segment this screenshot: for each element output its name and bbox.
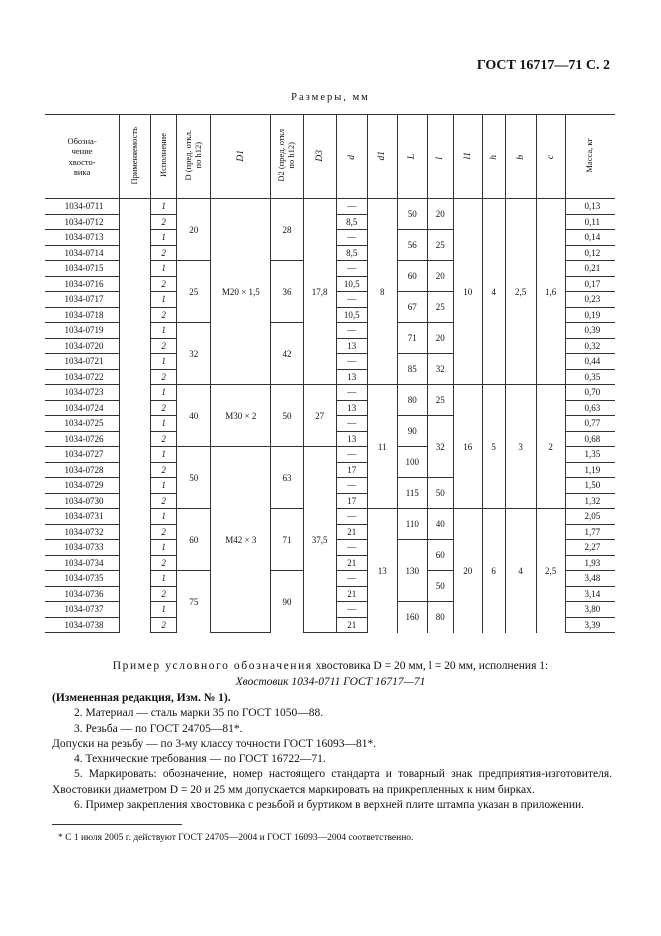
footnote-divider bbox=[52, 824, 182, 825]
cell-designation: 1034-0721 bbox=[45, 354, 120, 370]
cell-L: 115 bbox=[397, 478, 427, 509]
cell-L: 85 bbox=[397, 354, 427, 385]
col-l bbox=[427, 115, 453, 199]
cell-d: — bbox=[336, 292, 367, 308]
cell-mass: 2,27 bbox=[565, 540, 615, 556]
cell-variant: 1 bbox=[151, 571, 177, 587]
cell-d1: 11 bbox=[367, 385, 397, 509]
cell-variant: 2 bbox=[151, 462, 177, 478]
cell-l: 40 bbox=[427, 509, 453, 540]
cell-variant: 2 bbox=[151, 276, 177, 292]
cell-variant: 1 bbox=[151, 354, 177, 370]
cell-l1: 20 bbox=[453, 509, 482, 633]
cell-mass: 0,17 bbox=[565, 276, 615, 292]
cell-d: — bbox=[336, 571, 367, 587]
cell-variant: 2 bbox=[151, 338, 177, 354]
standard-page-header: ГОСТ 16717—71 С. 2 bbox=[476, 58, 610, 73]
cell-d: 10,5 bbox=[336, 276, 367, 292]
col-D3 bbox=[303, 115, 336, 199]
cell-mass: 3,80 bbox=[565, 602, 615, 618]
col-l1-label: l1 bbox=[462, 152, 473, 160]
cell-d: 13 bbox=[336, 369, 367, 385]
col-D1-label: D1 bbox=[235, 149, 246, 162]
cell-d: — bbox=[336, 478, 367, 494]
cell-c: 2,5 bbox=[536, 509, 565, 633]
cell-h: 4 bbox=[482, 199, 505, 385]
cell-d: — bbox=[336, 323, 367, 339]
cell-L: 160 bbox=[397, 602, 427, 633]
cell-designation: 1034-0725 bbox=[45, 416, 120, 432]
cell-variant: 2 bbox=[151, 214, 177, 230]
cell-variant: 1 bbox=[151, 323, 177, 339]
cell-designation: 1034-0715 bbox=[45, 261, 120, 277]
cell-designation: 1034-0732 bbox=[45, 524, 120, 540]
cell-variant: 2 bbox=[151, 493, 177, 509]
col-mass-label: Масса, кг bbox=[584, 138, 595, 173]
cell-D2: 36 bbox=[271, 261, 303, 323]
col-d-label: d bbox=[346, 154, 357, 160]
cell-variant: 1 bbox=[151, 199, 177, 215]
cell-d: — bbox=[336, 199, 367, 215]
col-d1-label: d1 bbox=[377, 150, 388, 161]
col-d1 bbox=[367, 115, 397, 199]
col-D1 bbox=[211, 115, 271, 199]
col-b-label: b bbox=[515, 154, 526, 160]
cell-applicability bbox=[120, 199, 151, 633]
col-applicability-label: Применяемость bbox=[129, 126, 140, 185]
col-L bbox=[397, 115, 427, 199]
cell-l: 32 bbox=[427, 416, 453, 478]
cell-D1: М30 × 2 bbox=[211, 385, 271, 447]
note-marking: 5. Маркировать: обозначение, номер настоящего стандарта и товарный знак предприятия-изготовителя. Хвостовики диаметром D = 20 и 25 мм допускается маркировать на прикрепленных к ним бирках. bbox=[52, 768, 612, 796]
col-h bbox=[482, 115, 505, 199]
cell-mass: 0,68 bbox=[565, 431, 615, 447]
cell-mass: 3,39 bbox=[565, 617, 615, 633]
cell-d: 8,5 bbox=[336, 245, 367, 261]
cell-designation: 1034-0724 bbox=[45, 400, 120, 416]
cell-variant: 2 bbox=[151, 431, 177, 447]
cell-d: — bbox=[336, 540, 367, 556]
cell-mass: 0,32 bbox=[565, 338, 615, 354]
cell-D2: 71 bbox=[271, 509, 303, 571]
cell-designation: 1034-0713 bbox=[45, 230, 120, 246]
col-d bbox=[336, 115, 367, 199]
cell-d: — bbox=[336, 416, 367, 432]
cell-d: 13 bbox=[336, 400, 367, 416]
cell-d: — bbox=[336, 230, 367, 246]
cell-L: 50 bbox=[397, 199, 427, 230]
cell-designation: 1034-0719 bbox=[45, 323, 120, 339]
cell-l: 20 bbox=[427, 199, 453, 230]
col-L-label: L bbox=[407, 154, 418, 160]
notes bbox=[52, 691, 612, 813]
cell-mass: 0,13 bbox=[565, 199, 615, 215]
cell-variant: 1 bbox=[151, 478, 177, 494]
cell-L: 100 bbox=[397, 447, 427, 478]
cell-d: 13 bbox=[336, 338, 367, 354]
cell-b: 2,5 bbox=[505, 199, 536, 385]
cell-D2: 42 bbox=[271, 323, 303, 385]
cell-d: 21 bbox=[336, 617, 367, 633]
cell-D: 50 bbox=[177, 447, 211, 509]
cell-L: 80 bbox=[397, 385, 427, 416]
cell-d: 17 bbox=[336, 493, 367, 509]
note-material: 2. Материал — сталь марки 35 по ГОСТ 1050—88. bbox=[74, 707, 324, 720]
cell-variant: 1 bbox=[151, 509, 177, 525]
cell-variant: 1 bbox=[151, 602, 177, 618]
cell-mass: 1,77 bbox=[565, 524, 615, 540]
cell-mass: 0,77 bbox=[565, 416, 615, 432]
cell-D1: М42 × 3 bbox=[211, 447, 271, 633]
cell-mass: 1,50 bbox=[565, 478, 615, 494]
cell-D: 32 bbox=[177, 323, 211, 385]
cell-mass: 0,14 bbox=[565, 230, 615, 246]
cell-L: 71 bbox=[397, 323, 427, 354]
table-caption: Размеры, мм bbox=[291, 92, 370, 103]
cell-designation: 1034-0736 bbox=[45, 586, 120, 602]
cell-variant: 2 bbox=[151, 400, 177, 416]
col-h-label: h bbox=[488, 154, 499, 160]
cell-designation: 1034-0727 bbox=[45, 447, 120, 463]
cell-designation: 1034-0735 bbox=[45, 571, 120, 587]
cell-d: 17 bbox=[336, 462, 367, 478]
cell-l1: 10 bbox=[453, 199, 482, 385]
cell-l: 50 bbox=[427, 571, 453, 602]
cell-variant: 2 bbox=[151, 524, 177, 540]
cell-l: 25 bbox=[427, 292, 453, 323]
cell-l: 25 bbox=[427, 385, 453, 416]
example-lead: Пример условного обозначения bbox=[112, 660, 313, 672]
cell-D1: М20 × 1,5 bbox=[211, 199, 271, 385]
cell-mass: 3,48 bbox=[565, 571, 615, 587]
cell-c: 2 bbox=[536, 385, 565, 509]
cell-variant: 1 bbox=[151, 261, 177, 277]
cell-l: 20 bbox=[427, 261, 453, 292]
cell-h: 5 bbox=[482, 385, 505, 509]
cell-d: 10,5 bbox=[336, 307, 367, 323]
cell-D2: 50 bbox=[271, 385, 303, 447]
cell-h: 6 bbox=[482, 509, 505, 633]
note-requirements: 4. Технические требования — по ГОСТ 16722—71. bbox=[74, 753, 326, 766]
cell-mass: 0,12 bbox=[565, 245, 615, 261]
cell-designation: 1034-0718 bbox=[45, 307, 120, 323]
cell-designation: 1034-0733 bbox=[45, 540, 120, 556]
cell-designation: 1034-0738 bbox=[45, 617, 120, 633]
cell-designation: 1034-0737 bbox=[45, 602, 120, 618]
cell-D2: 90 bbox=[271, 571, 303, 633]
cell-d: 21 bbox=[336, 524, 367, 540]
table-header-row bbox=[45, 115, 615, 199]
cell-D3: 17,8 bbox=[303, 199, 336, 385]
cell-D: 75 bbox=[177, 571, 211, 633]
cell-l: 25 bbox=[427, 230, 453, 261]
cell-L: 67 bbox=[397, 292, 427, 323]
cell-c: 1,6 bbox=[536, 199, 565, 385]
col-variant-label: Исполнение bbox=[157, 133, 168, 178]
cell-D3: 37,5 bbox=[303, 447, 336, 633]
cell-variant: 2 bbox=[151, 555, 177, 571]
cell-d: 21 bbox=[336, 555, 367, 571]
cell-D3: 27 bbox=[303, 385, 336, 447]
cell-mass: 0,21 bbox=[565, 261, 615, 277]
col-D2-label: D2 (пред. откл по h12) bbox=[276, 129, 296, 182]
cell-D2: 63 bbox=[271, 447, 303, 509]
cell-D: 40 bbox=[177, 385, 211, 447]
cell-variant: 2 bbox=[151, 245, 177, 261]
col-D bbox=[177, 115, 211, 199]
cell-designation: 1034-0714 bbox=[45, 245, 120, 261]
cell-designation: 1034-0711 bbox=[45, 199, 120, 215]
cell-designation: 1034-0729 bbox=[45, 478, 120, 494]
footnote: * С 1 июля 2005 г. действуют ГОСТ 24705—2004 и ГОСТ 16093—2004 соответственно. bbox=[58, 833, 414, 843]
cell-d: — bbox=[336, 261, 367, 277]
cell-mass: 0,35 bbox=[565, 369, 615, 385]
cell-designation: 1034-0716 bbox=[45, 276, 120, 292]
cell-d: — bbox=[336, 509, 367, 525]
col-l-label: l bbox=[435, 156, 446, 160]
cell-mass: 0,70 bbox=[565, 385, 615, 401]
cell-designation: 1034-0726 bbox=[45, 431, 120, 447]
cell-L: 60 bbox=[397, 261, 427, 292]
cell-designation: 1034-0712 bbox=[45, 214, 120, 230]
cell-designation: 1034-0717 bbox=[45, 292, 120, 308]
cell-designation: 1034-0734 bbox=[45, 555, 120, 571]
cell-l: 32 bbox=[427, 354, 453, 385]
dimensions-table bbox=[45, 114, 615, 633]
col-D3-label: D3 bbox=[314, 149, 325, 162]
cell-l: 80 bbox=[427, 602, 453, 633]
cell-variant: 1 bbox=[151, 540, 177, 556]
cell-designation: 1034-0730 bbox=[45, 493, 120, 509]
cell-b: 4 bbox=[505, 509, 536, 633]
cell-l1: 16 bbox=[453, 385, 482, 509]
cell-variant: 2 bbox=[151, 586, 177, 602]
example-text: хвостовика D = 20 мм, l = 20 мм, исполнения 1: bbox=[315, 660, 549, 672]
col-b bbox=[505, 115, 536, 199]
cell-d: 13 bbox=[336, 431, 367, 447]
cell-mass: 1,35 bbox=[565, 447, 615, 463]
col-D-label: D (пред. откл. по h12) bbox=[182, 130, 203, 181]
example-designation: Хвостовик 1034-0711 ГОСТ 16717—71 bbox=[235, 676, 426, 688]
col-mass bbox=[565, 115, 615, 199]
cell-d: — bbox=[336, 385, 367, 401]
cell-mass: 2,05 bbox=[565, 509, 615, 525]
cell-L: 110 bbox=[397, 509, 427, 540]
col-variant bbox=[151, 115, 177, 199]
cell-D: 25 bbox=[177, 261, 211, 323]
cell-d1: 13 bbox=[367, 509, 397, 633]
col-designation-label: Обозна- чение хвосто- вика bbox=[67, 136, 97, 177]
cell-mass: 1,93 bbox=[565, 555, 615, 571]
cell-mass: 0,11 bbox=[565, 214, 615, 230]
col-designation bbox=[45, 115, 120, 199]
cell-l: 60 bbox=[427, 540, 453, 571]
cell-b: 3 bbox=[505, 385, 536, 509]
cell-designation: 1034-0723 bbox=[45, 385, 120, 401]
cell-variant: 2 bbox=[151, 617, 177, 633]
cell-mass: 0,19 bbox=[565, 307, 615, 323]
col-l1 bbox=[453, 115, 482, 199]
cell-variant: 1 bbox=[151, 230, 177, 246]
cell-L: 130 bbox=[397, 540, 427, 602]
cell-variant: 2 bbox=[151, 369, 177, 385]
cell-variant: 1 bbox=[151, 385, 177, 401]
cell-mass: 1,19 bbox=[565, 462, 615, 478]
cell-mass: 0,63 bbox=[565, 400, 615, 416]
cell-d: — bbox=[336, 602, 367, 618]
note-thread: 3. Резьба — по ГОСТ 24705—81*. bbox=[74, 722, 243, 735]
col-D2 bbox=[271, 115, 303, 199]
cell-variant: 1 bbox=[151, 447, 177, 463]
col-c-label: c bbox=[545, 155, 556, 160]
cell-D: 60 bbox=[177, 509, 211, 571]
cell-designation: 1034-0722 bbox=[45, 369, 120, 385]
cell-d: — bbox=[336, 354, 367, 370]
cell-designation: 1034-0720 bbox=[45, 338, 120, 354]
cell-designation: 1034-0731 bbox=[45, 509, 120, 525]
cell-L: 90 bbox=[397, 416, 427, 447]
cell-mass: 0,23 bbox=[565, 292, 615, 308]
table-row bbox=[45, 199, 615, 215]
cell-mass: 3,14 bbox=[565, 586, 615, 602]
note-tolerance: Допуски на резьбу — по 3-му классу точности ГОСТ 16093—81*. bbox=[52, 737, 377, 750]
cell-l: 50 bbox=[427, 478, 453, 509]
cell-variant: 1 bbox=[151, 416, 177, 432]
cell-variant: 1 bbox=[151, 292, 177, 308]
cell-l: 20 bbox=[427, 323, 453, 354]
example-designation-intro bbox=[0, 660, 661, 672]
cell-D: 20 bbox=[177, 199, 211, 261]
cell-d1: 8 bbox=[367, 199, 397, 385]
cell-variant: 2 bbox=[151, 307, 177, 323]
col-c bbox=[536, 115, 565, 199]
note-revision: (Измененная редакция, Изм. № 1). bbox=[52, 692, 231, 704]
cell-designation: 1034-0728 bbox=[45, 462, 120, 478]
cell-D2: 28 bbox=[271, 199, 303, 261]
cell-L: 56 bbox=[397, 230, 427, 261]
cell-d: 21 bbox=[336, 586, 367, 602]
col-applicability bbox=[120, 115, 151, 199]
cell-mass: 1,32 bbox=[565, 493, 615, 509]
cell-d: — bbox=[336, 447, 367, 463]
cell-mass: 0,39 bbox=[565, 323, 615, 339]
cell-d: 8,5 bbox=[336, 214, 367, 230]
cell-mass: 0,44 bbox=[565, 354, 615, 370]
note-mounting: 6. Пример закрепления хвостовика с резьбой и буртиком в верхней плите штампа указан в приложении. bbox=[74, 798, 585, 811]
